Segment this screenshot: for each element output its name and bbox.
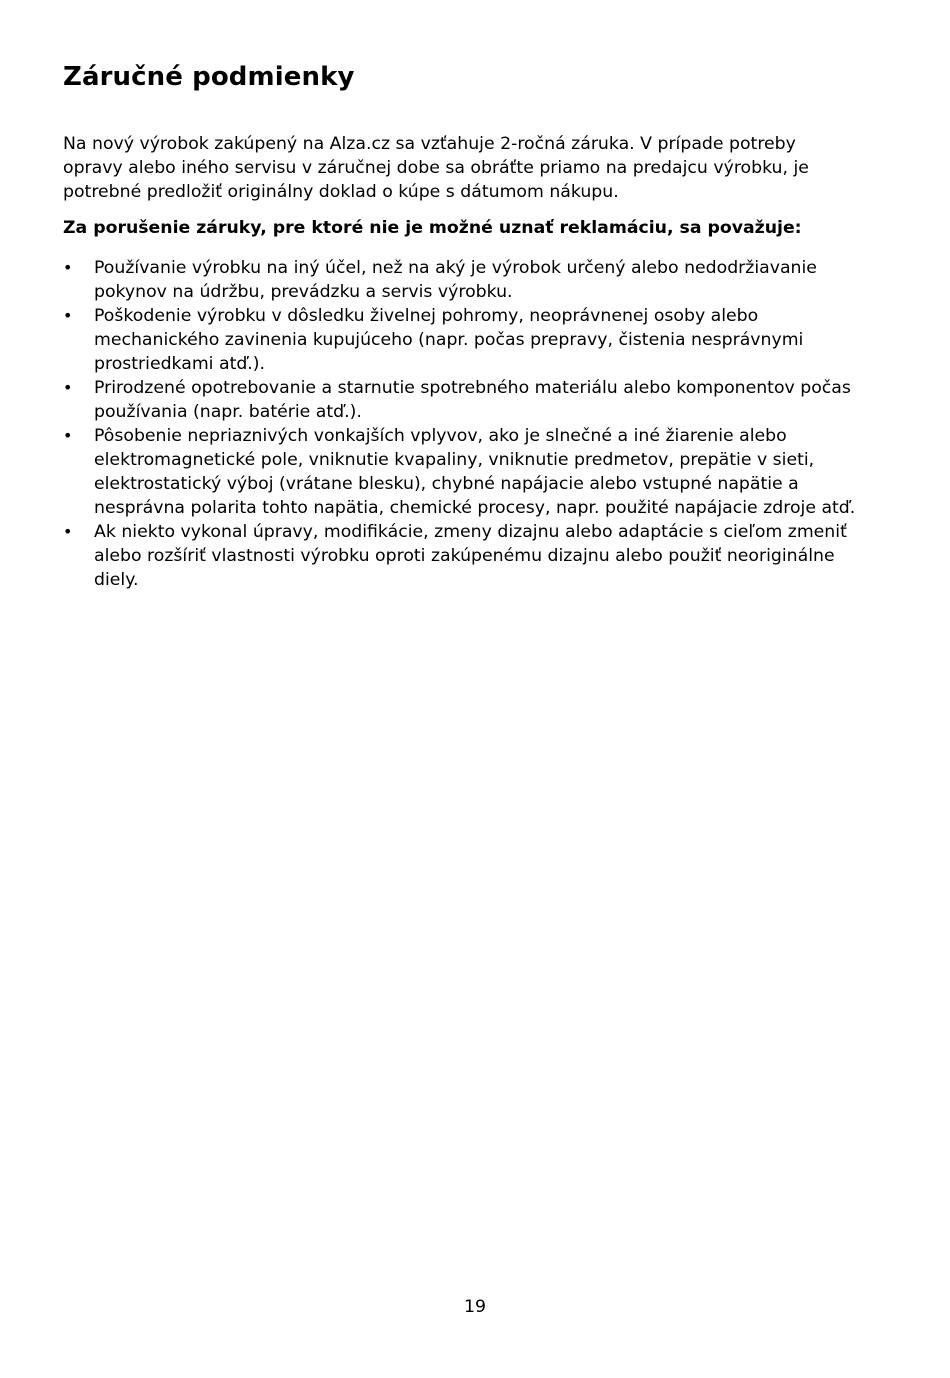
list-item — [63, 424, 863, 520]
bullet-icon: • — [63, 258, 73, 277]
list-item — [63, 256, 863, 304]
list-item-text: Ak niekto vykonal úpravy, modifikácie, zmeny dizajnu alebo adaptácie s cieľom zmeniť alebo rozšíriť vlastnosti výrobku oproti zakúpenému dizajnu alebo použiť neoriginálne diely. — [94, 522, 847, 590]
list-item-text: Pôsobenie nepriaznivých vonkajších vplyvov, ako je slnečné a iné žiarenie alebo elektromagnetické pole, vniknutie kvapaliny, vniknutie predmetov, prepätie v sieti, elektrostatický výboj (vrátane blesku), chybné napájacie alebo vstupné napätie a nesprávna polarita tohto napätia, chemické procesy, napr. použité napájacie zdroje atď. — [94, 426, 856, 518]
list-item — [63, 376, 863, 424]
intro-paragraph: Na nový výrobok zakúpený na Alza.cz sa vzťahuje 2-ročná záruka. V prípade potreby opravy alebo iného servisu v záručnej dobe sa obráťte priamo na predajcu výrobku, je potrebné predložiť originálny doklad o kúpe s dátumom nákupu. — [63, 134, 809, 202]
page-title: Záručné podmienky — [63, 62, 355, 92]
bullet-icon: • — [63, 426, 73, 445]
list-item-text: Poškodenie výrobku v dôsledku živelnej pohromy, neoprávnenej osoby alebo mechanického zavinenia kupujúceho (napr. počas prepravy, čistenia nesprávnymi prostriedkami atď.). — [94, 306, 804, 374]
warranty-exclusions-list — [63, 256, 863, 592]
list-item — [63, 304, 863, 376]
page-number: 19 — [464, 1297, 486, 1317]
list-item-text: Používanie výrobku na iný účel, než na aký je výrobok určený alebo nedodržiavanie pokynov na údržbu, prevádzku a servis výrobku. — [94, 258, 817, 302]
list-item-text: Prirodzené opotrebovanie a starnutie spotrebného materiálu alebo komponentov počas používania (napr. batérie atď.). — [94, 378, 851, 422]
section-heading: Za porušenie záruky, pre ktoré nie je možné uznať reklamáciu, sa považuje: — [63, 218, 802, 238]
bullet-icon: • — [63, 522, 73, 541]
bullet-icon: • — [63, 306, 73, 325]
list-item — [63, 520, 863, 592]
bullet-icon: • — [63, 378, 73, 397]
